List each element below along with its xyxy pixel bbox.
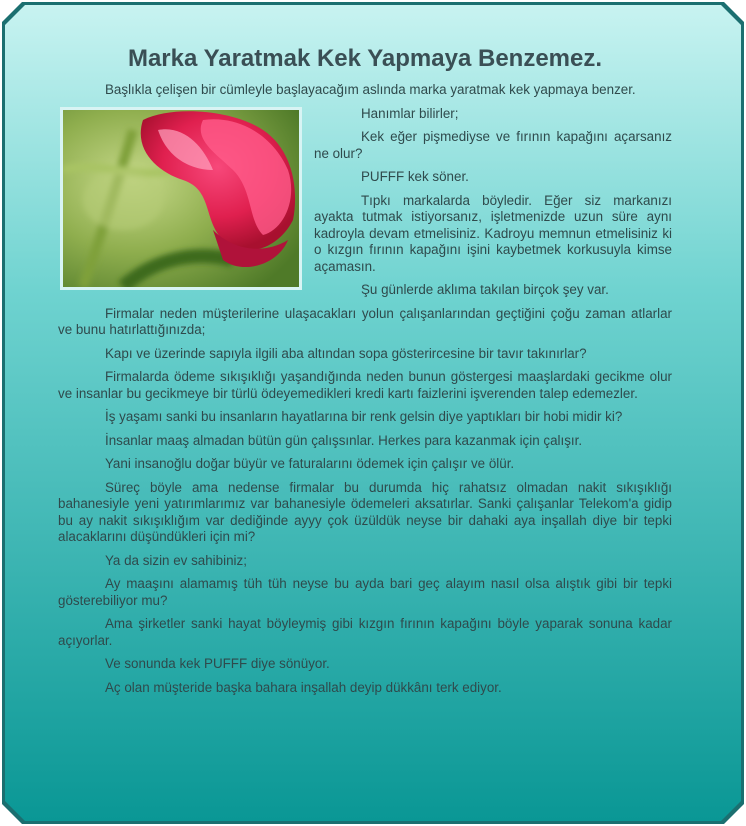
article-title: Marka Yaratmak Kek Yapmaya Benzemez. bbox=[127, 45, 603, 72]
intro-block bbox=[58, 82, 672, 299]
paragraph: PUFFF kek söner. bbox=[361, 169, 469, 184]
paragraph: İnsanlar maaş almadan bütün gün çalışsınlar. Herkes para kazanmak için çalışır. bbox=[105, 432, 583, 448]
paragraph: Başlıkla çelişen bir cümleyle başlayacağım aslında marka yaratmak kek yapmaya benzer. bbox=[105, 82, 636, 97]
rose-photo bbox=[60, 107, 302, 290]
paragraph: Kapı ve üzerinde sapıyla ilgili aba altından sopa gösterircesine bir tavır takınırlar? bbox=[105, 345, 587, 361]
paragraph: Kek eğer pişmediyse ve fırının kapağını açarsanız ne olur? bbox=[314, 129, 672, 161]
paragraph: Yani insanoğlu doğar büyür ve faturalarını ödemek için çalışır ve ölür. bbox=[105, 456, 515, 471]
paragraph: Ve sonunda kek PUFFF diye sönüyor. bbox=[105, 656, 330, 671]
article bbox=[58, 40, 672, 703]
paragraph: Şu günlerde aklıma takılan birçok şey var. bbox=[361, 282, 609, 297]
rose-image-icon bbox=[63, 110, 299, 287]
paragraph: Ama şirketler sanki hayat böyleymiş gibi kızgın fırının kapağını böyle yaparak sonuna kadar açıyorlar. bbox=[58, 616, 672, 648]
paragraph: Süreç böyle ama nedense firmalar bu durumda hiç rahatsız olmadan nakit sıkışıklığı bahanesiyle yeni yatırımlarımız var bahanesiyle ödemeleri aksatırlar. Sanki çalışanlar Telekom'a gidip bu ay nakit sıkışıklığım var dediğinde ayyy çok üzüldük neyse bir dahaki aya inşallah diye bir tepki alacaklarını düşündükleri için mi? bbox=[58, 479, 672, 544]
paragraph: Aç olan müşteride başka bahara inşallah deyip dükkânı terk ediyor. bbox=[105, 679, 502, 695]
paragraph: Ya da sizin ev sahibiniz; bbox=[105, 552, 247, 568]
paragraph: İş yaşamı sanki bu insanların hayatlarına bir renk gelsin diye yaptıkları bir hobi midir ki? bbox=[105, 409, 623, 424]
paragraph: Firmalar neden müşterilerine ulaşacakları yolun çalışanlarından geçtiğini çoğu zaman atlarlar ve bunu hatırlattığınızda; bbox=[58, 305, 672, 337]
paragraph: Hanımlar bilirler; bbox=[361, 105, 459, 121]
paragraph: Firmalarda ödeme sıkışıklığı yaşandığında neden bunun göstergesi maaşlardaki gecikme olur ve insanlar bu gecikmeye bir türlü ödeyemedikleri kredi kartı faizlerini işverenden talep edemezler. bbox=[58, 369, 672, 401]
paragraph: Tıpkı markalarda böyledir. Eğer siz markanızı ayakta tutmak istiyorsanız, işletmenizde uzun süre aynı kadroyla devam etmelisiniz. Kadroyu memnun etmelisiniz ki o kızgın fırının kapağını işini kaybetmek korkusuyla kimse açamasın. bbox=[314, 192, 672, 274]
paragraph: Ay maaşını alamamış tüh tüh neyse bu ayda bari geç alayım nasıl olsa alıştık gibi bir tepki gösterebiliyor mu? bbox=[58, 576, 672, 608]
